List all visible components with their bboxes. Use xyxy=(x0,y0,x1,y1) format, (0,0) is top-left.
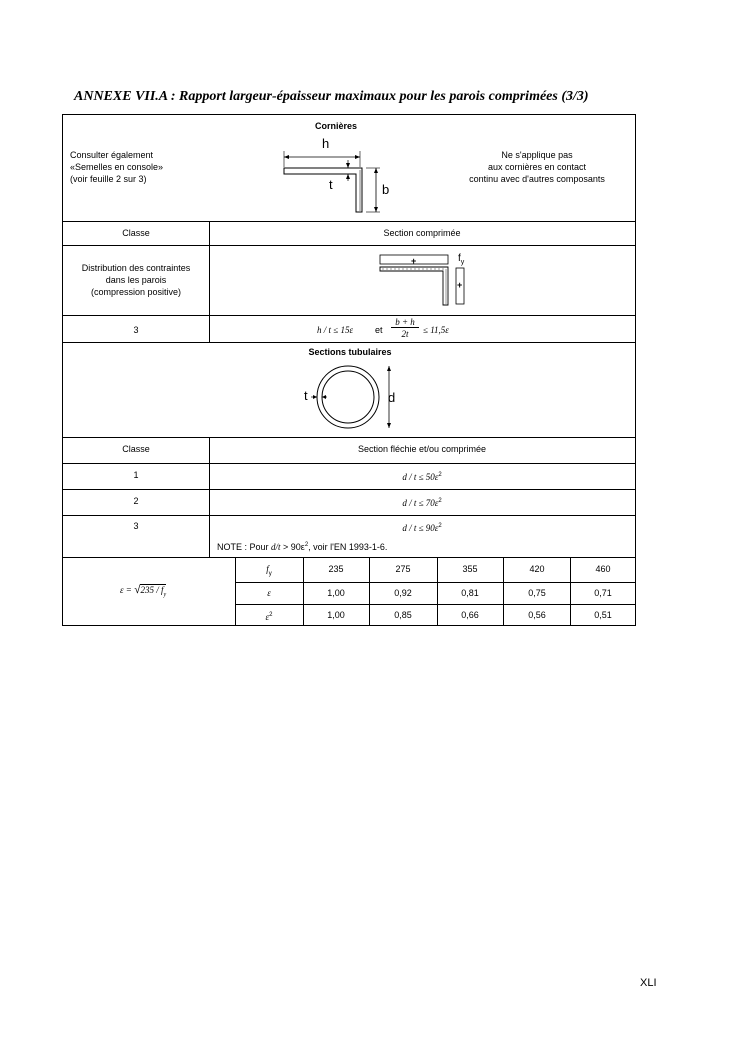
corniere-left-note-1: Consulter également xyxy=(70,150,154,160)
annex-title: ANNEXE VII.A : Rapport largeur-épaisseur maximaux pour les parois comprimées (3/3) xyxy=(74,89,589,104)
row-divider xyxy=(63,489,635,490)
page-number: XLI xyxy=(640,977,657,989)
col-divider xyxy=(437,557,438,625)
eps-row-label-fy: $f_y$ xyxy=(266,564,272,577)
corniere-left-note-3: (voir feuille 2 sur 3) xyxy=(70,174,147,184)
eps2-value: 1,00 xyxy=(327,610,345,620)
distribution-label-3: (compression positive) xyxy=(90,287,182,297)
row-divider xyxy=(63,437,635,438)
epsilon-radicand: $235 / f_y$ xyxy=(140,585,167,598)
leg-plus-sign: + xyxy=(457,280,463,290)
corniere-heading: Cornières xyxy=(314,121,358,131)
eps-value: 0,81 xyxy=(461,588,479,598)
corniere-right-note-2: aux cornières en contact xyxy=(487,162,587,172)
tubulaire-condition-3: $d / t \le 90\varepsilon^2$ xyxy=(402,523,442,533)
col-divider xyxy=(570,557,571,625)
corniere-section-header: Section comprimée xyxy=(383,228,461,238)
distribution-label-1: Distribution des contraintes xyxy=(81,263,191,273)
row-divider xyxy=(63,515,635,516)
eps2-value: 0,66 xyxy=(461,610,479,620)
row-divider xyxy=(235,582,635,583)
tubulaire-class-2: 2 xyxy=(133,496,139,506)
col-divider xyxy=(209,315,210,342)
tubulaire-class-1: 1 xyxy=(133,470,139,480)
corniere-right-note-3: continu avec d'autres composants xyxy=(469,174,605,184)
epsilon-formula: $\varepsilon = √235 / f_y$ xyxy=(120,584,167,598)
col-divider xyxy=(209,437,210,557)
flange-plus-sign: + xyxy=(411,256,417,266)
stress-distribution-icon xyxy=(378,251,468,309)
corniere-class-3: 3 xyxy=(133,325,139,335)
row-divider xyxy=(235,604,635,605)
annex-table: Cornières Consulter également «Semelles en console» (voir feuille 2 sur 3) Ne s'applique pas aux cornières en contact continu avec d'autres composants h t b Classe Section comprimée Distribution des contraintes dans les parois (compression positive) + + $f_y$ 3 h / t ≤ 15ε et b + h 2t ≤ 11,5ε Sections tubulaires t d Classe Section fléchie et/ou comprimée 1 $d / t \le 50\varepsilon^2$ 2 $d / t \le 70\varepsilon^2$ 3 $d / t \le 90\varepsilon^2$ NOTE : Pour $d/t > 90\varepsilon^2$, voir l'EN 1993-1-6. $\varepsilon = √235 / f_y$ $f_y$ ε $\varepsilon^2$ 235 275 355 420 460 1,00 0,92 0,81 0,75 0,71 1,00 0,85 0,66 0,56 0,51 xyxy=(62,114,636,626)
eps2-value: 0,56 xyxy=(528,610,546,620)
angle-section-icon xyxy=(278,137,388,219)
col-divider xyxy=(303,557,304,625)
fy-value: 355 xyxy=(462,564,478,574)
eps-row-label-eps: ε xyxy=(267,588,271,598)
tubulaire-note: NOTE : Pour $d/t > 90\varepsilon^2$, voir l'EN 1993-1-6. xyxy=(217,542,388,552)
tubulaire-section-header: Section fléchie et/ou comprimée xyxy=(357,444,487,454)
tubulaire-heading: Sections tubulaires xyxy=(308,347,392,357)
dim-h-label: h xyxy=(322,136,330,151)
tubulaire-class-3: 3 xyxy=(133,521,139,531)
tubulaire-condition-2: $d / t \le 70\varepsilon^2$ xyxy=(402,498,442,508)
fy-value: 460 xyxy=(595,564,611,574)
row-divider xyxy=(63,245,635,246)
eps2-value: 0,85 xyxy=(394,610,412,620)
tubulaire-condition-1: $d / t \le 50\varepsilon^2$ xyxy=(402,472,442,482)
row-divider xyxy=(63,463,635,464)
eps-row-label-eps2: $\varepsilon^2$ xyxy=(265,612,273,622)
distribution-label-2: dans les parois xyxy=(105,275,167,285)
dim-b-label: b xyxy=(382,182,390,197)
tube-dim-t-label: t xyxy=(304,388,308,403)
dim-t-label: t xyxy=(329,177,333,192)
eps-value: 0,75 xyxy=(528,588,546,598)
eps-value: 0,92 xyxy=(394,588,412,598)
corniere-left-note-2: «Semelles en console» xyxy=(70,162,164,172)
col-divider xyxy=(209,221,210,315)
eps-value: 1,00 xyxy=(327,588,345,598)
tube-dim-d-label: d xyxy=(388,390,396,405)
row-divider xyxy=(63,221,635,222)
corniere-classe-header: Classe xyxy=(122,228,150,238)
eps-value: 0,71 xyxy=(594,588,612,598)
row-divider xyxy=(63,342,635,343)
eps2-value: 0,51 xyxy=(594,610,612,620)
row-divider xyxy=(63,557,635,558)
col-divider xyxy=(235,557,236,625)
col-divider xyxy=(369,557,370,625)
fy-value: 235 xyxy=(328,564,344,574)
tubulaire-classe-header: Classe xyxy=(122,444,150,454)
col-divider xyxy=(503,557,504,625)
row-divider xyxy=(63,315,635,316)
fy-value: 420 xyxy=(529,564,545,574)
fy-label: $f_y$ xyxy=(458,253,465,266)
corniere-right-note-1: Ne s'applique pas xyxy=(501,150,573,160)
fy-value: 275 xyxy=(395,564,411,574)
